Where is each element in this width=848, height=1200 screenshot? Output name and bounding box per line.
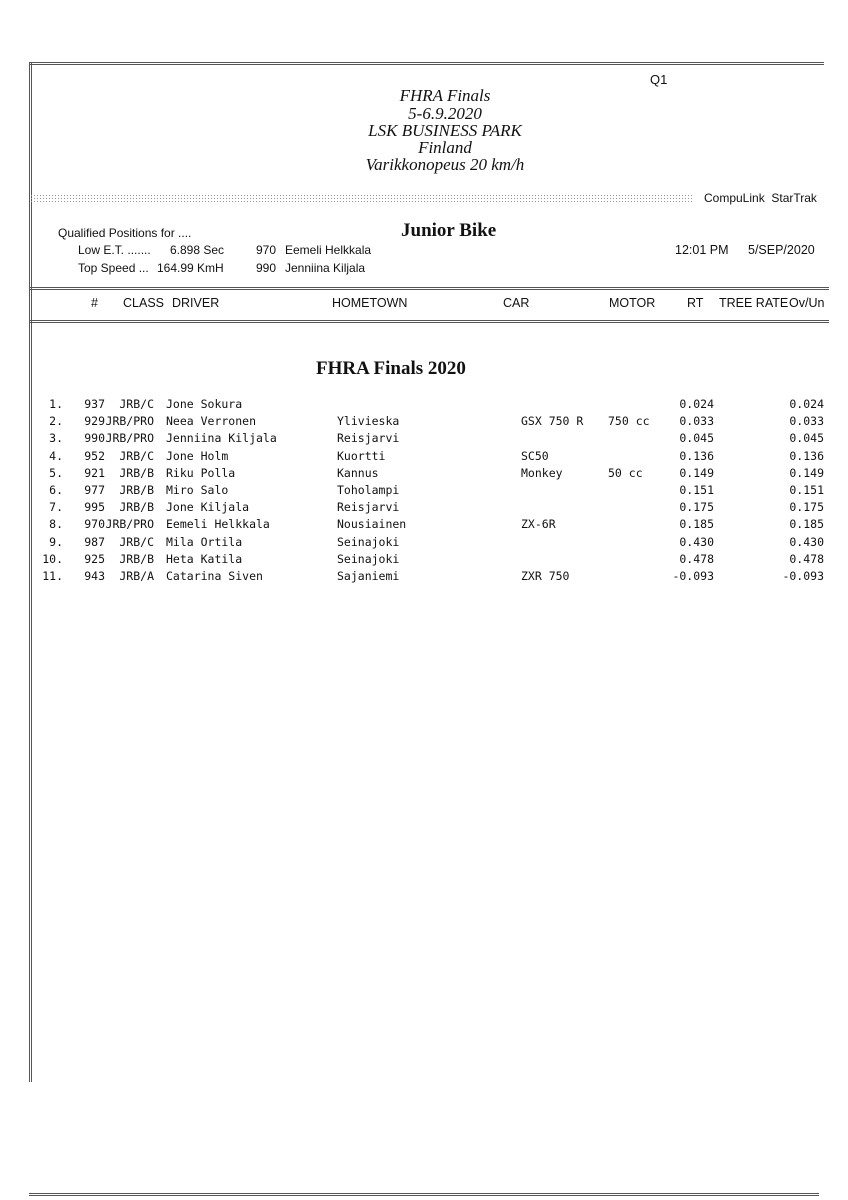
- table-row: [0, 569, 848, 586]
- pos-cell: 7.: [49, 500, 63, 515]
- col-hometown: HOMETOWN: [332, 296, 408, 310]
- class-title: Junior Bike: [401, 220, 497, 241]
- class-cell: JRB/B: [119, 465, 154, 480]
- table-row: [0, 483, 848, 500]
- motor-cell: 50 cc: [608, 465, 643, 480]
- hometown-cell: Seinajoki: [337, 534, 400, 549]
- rt-cell: 0.149: [679, 465, 714, 480]
- car-cell: SC50: [521, 448, 549, 463]
- class-cell: JRB/B: [119, 551, 154, 566]
- hometown-cell: Kannus: [337, 465, 379, 480]
- table-row: [0, 414, 848, 431]
- ov-un-cell: 0.151: [789, 483, 824, 497]
- ov-un-cell: 0.175: [789, 500, 824, 515]
- bottom-border-line: [29, 1193, 819, 1196]
- hometown-cell: Sajaniemi: [337, 569, 400, 583]
- ov-un-cell: 0.149: [789, 465, 824, 480]
- low-et-label: Low E.T. .......: [78, 243, 151, 257]
- driver-cell: Eemeli Helkkala: [166, 517, 270, 532]
- car-cell: GSX 750 R: [521, 414, 584, 429]
- table-row: [0, 397, 848, 414]
- rt-cell: 0.478: [679, 551, 714, 566]
- event-country: Finland: [418, 138, 472, 157]
- top-speed-label: Top Speed ...: [78, 261, 149, 275]
- top-speed-driver: Jenniina Kiljala: [285, 261, 366, 275]
- low-et-driver: Eemeli Helkkala: [285, 243, 372, 257]
- driver-cell: Jone Sokura: [166, 397, 243, 411]
- class-cell: JRB/C: [119, 534, 154, 549]
- pos-cell: 4.: [49, 448, 63, 463]
- pit-speed: Varikkonopeus 20 km/h: [365, 155, 525, 174]
- hometown-cell: Reisjarvi: [337, 431, 400, 446]
- driver-cell: Jone Holm: [166, 448, 229, 463]
- col-driver: DRIVER: [172, 296, 220, 310]
- col-motor: MOTOR: [609, 296, 656, 310]
- pos-cell: 5.: [49, 465, 63, 480]
- hometown-cell: Toholampi: [337, 483, 400, 497]
- driver-cell: Neea Verronen: [166, 414, 257, 429]
- top-speed-value: 164.99 KmH: [157, 261, 224, 275]
- rt-cell: 0.033: [679, 414, 714, 429]
- driver-cell: Riku Polla: [166, 465, 236, 480]
- number-cell: 937: [84, 397, 105, 411]
- rt-cell: 0.151: [679, 483, 714, 497]
- class-cell: JRB/PRO: [105, 517, 154, 532]
- ov-un-cell: 0.478: [789, 551, 824, 566]
- col-ov-un: Ov/Un: [789, 296, 825, 310]
- car-cell: ZXR 750: [521, 569, 570, 583]
- class-cell: JRB/PRO: [105, 414, 154, 429]
- ov-un-cell: 0.185: [789, 517, 824, 532]
- car-cell: ZX-6R: [521, 517, 556, 532]
- pos-cell: 8.: [49, 517, 63, 532]
- driver-cell: Jone Kiljala: [166, 500, 250, 515]
- number-cell: 925: [84, 551, 105, 566]
- number-cell: 929: [84, 414, 105, 429]
- dotted-separator: [30, 194, 693, 202]
- pos-cell: 3.: [49, 431, 63, 446]
- rt-cell: 0.136: [679, 448, 714, 463]
- pos-cell: 10.: [42, 551, 63, 566]
- ov-un-cell: 0.045: [789, 431, 824, 446]
- event-venue: LSK BUSINESS PARK: [368, 121, 522, 140]
- header-bottom-line: [29, 320, 829, 323]
- number-cell: 995: [84, 500, 105, 515]
- ov-un-cell: 0.136: [789, 448, 824, 463]
- number-cell: 943: [84, 569, 105, 583]
- number-cell: 977: [84, 483, 105, 497]
- table-row: [0, 552, 848, 569]
- col-tree-rate: TREE RATE: [719, 296, 789, 310]
- hometown-cell: Ylivieska: [337, 414, 400, 429]
- top-speed-car: 990: [256, 261, 277, 275]
- results-title: FHRA Finals 2020: [316, 358, 466, 379]
- pos-cell: 11.: [42, 569, 63, 583]
- rt-cell: -0.093: [672, 569, 714, 583]
- low-et-car: 970: [256, 243, 277, 257]
- col-car: CAR: [503, 296, 530, 310]
- rt-cell: 0.430: [679, 534, 714, 549]
- qualified-label: Qualified Positions for ....: [58, 226, 192, 240]
- top-border-line: [29, 62, 824, 65]
- round-label: Q1: [650, 72, 668, 87]
- class-cell: JRB/C: [119, 397, 154, 411]
- ov-un-cell: 0.430: [789, 534, 824, 549]
- car-cell: Monkey: [521, 465, 563, 480]
- hometown-cell: Seinajoki: [337, 551, 400, 566]
- hometown-cell: Nousiainen: [337, 517, 407, 532]
- number-cell: 921: [84, 465, 105, 480]
- ov-un-cell: 0.024: [789, 397, 824, 411]
- pos-cell: 1.: [49, 397, 63, 411]
- col-num: #: [91, 296, 98, 310]
- event-dates: 5-6.9.2020: [408, 104, 482, 123]
- rt-cell: 0.175: [679, 500, 714, 515]
- table-row: [0, 535, 848, 552]
- header-top-line: [29, 287, 829, 290]
- rt-cell: 0.045: [679, 431, 714, 446]
- col-rt: RT: [687, 296, 704, 310]
- table-row: [0, 500, 848, 517]
- ov-un-cell: -0.093: [782, 569, 824, 583]
- driver-cell: Catarina Siven: [166, 569, 263, 583]
- number-cell: 970: [84, 517, 105, 532]
- col-class: CLASS: [123, 296, 164, 310]
- table-row: [0, 466, 848, 483]
- report-date: 5/SEP/2020: [748, 243, 815, 257]
- class-cell: JRB/B: [119, 500, 154, 515]
- event-title: FHRA Finals: [399, 86, 491, 105]
- class-cell: JRB/PRO: [105, 431, 154, 446]
- class-cell: JRB/A: [119, 569, 154, 583]
- number-cell: 990: [84, 431, 105, 446]
- number-cell: 987: [84, 534, 105, 549]
- pos-cell: 2.: [49, 414, 63, 429]
- rt-cell: 0.185: [679, 517, 714, 532]
- motor-cell: 750 cc: [608, 414, 650, 429]
- software-label: CompuLink StarTrak: [704, 191, 817, 205]
- ov-un-cell: 0.033: [789, 414, 824, 429]
- hometown-cell: Reisjarvi: [337, 500, 400, 515]
- report-time: 12:01 PM: [675, 243, 729, 257]
- table-row: [0, 431, 848, 448]
- table-row: [0, 449, 848, 466]
- driver-cell: Jenniina Kiljala: [166, 431, 277, 446]
- pos-cell: 6.: [49, 483, 63, 497]
- driver-cell: Mila Ortila: [166, 534, 243, 549]
- pos-cell: 9.: [49, 534, 63, 549]
- low-et-value: 6.898 Sec: [170, 243, 225, 257]
- driver-cell: Heta Katila: [166, 551, 243, 566]
- rt-cell: 0.024: [679, 397, 714, 411]
- number-cell: 952: [84, 448, 105, 463]
- table-row: [0, 517, 848, 534]
- class-cell: JRB/B: [119, 483, 154, 497]
- driver-cell: Miro Salo: [166, 483, 229, 497]
- hometown-cell: Kuortti: [337, 448, 386, 463]
- class-cell: JRB/C: [119, 448, 154, 463]
